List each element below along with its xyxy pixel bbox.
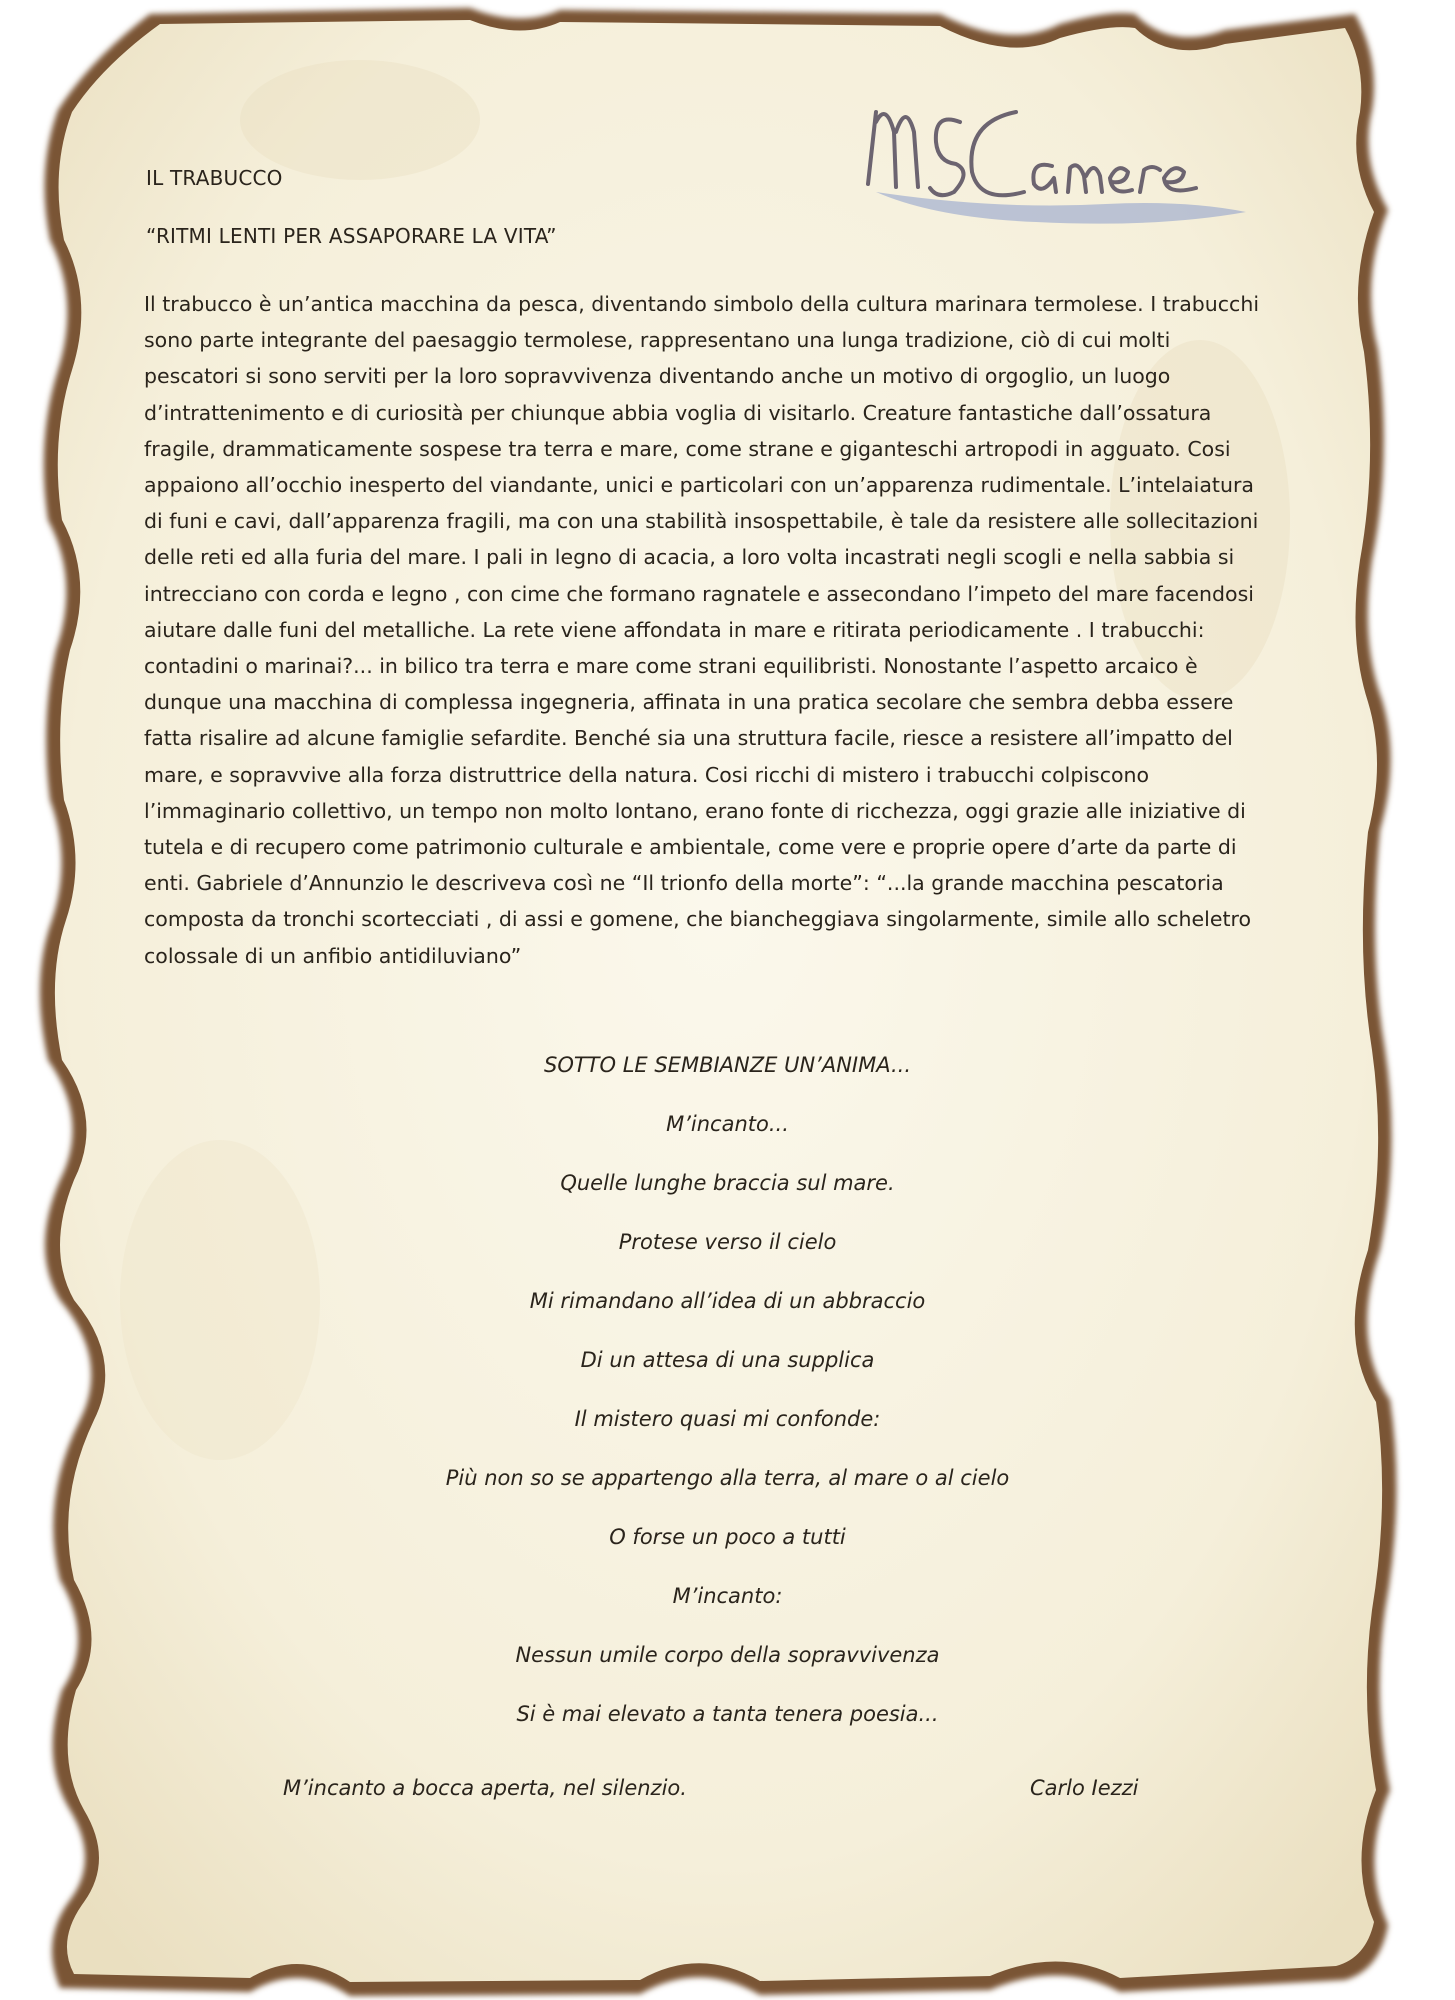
poem-line: M’incanto: (672, 1584, 783, 1608)
poem-line: Si è mai elevato a tanta tenera poesia... (516, 1702, 939, 1726)
prose-paragraph (144, 286, 1329, 974)
paragraph-line: pescatori si sono serviti per la loro sopravvivenza diventando anche un motivo di orgoglio, un luogo (144, 364, 1171, 389)
paragraph-line: enti. Gabriele d’Annunzio le descriveva così ne “Il trionfo della morte”: “...la grande macchina pescatoria (144, 871, 1224, 896)
paragraph-line: tutela e di recupero come patrimonio culturale e ambientale, come vere e proprie opere d’arte da parte di (144, 835, 1237, 860)
poem-line: Protese verso il cielo (618, 1230, 837, 1254)
poem-line: Nessun umile corpo della sopravvivenza (515, 1643, 940, 1667)
paragraph-line: Il trabucco è un’antica macchina da pesca, diventando simbolo della cultura marinara termolese. I trabucchi (144, 292, 1260, 316)
paragraph-line: delle reti ed alla furia del mare. I pali in legno di acacia, a loro volta incastrati negli scogli e nella sabbia si (144, 545, 1235, 570)
poem-title: SOTTO LE SEMBIANZE UN’ANIMA... (543, 1053, 911, 1077)
mscamere-logo (856, 92, 1286, 232)
poem-closing-line: M’incanto a bocca aperta, nel silenzio. (283, 1776, 687, 1800)
paragraph-line: colossale di un anfibio antidiluviano” (144, 943, 522, 968)
paragraph-line: l’immaginario collettivo, un tempo non molto lontano, erano fonte di ricchezza, oggi grazie alle iniziative di (144, 798, 1246, 823)
document-title: IL TRABUCCO (146, 166, 283, 190)
paragraph-line: di funi e cavi, dall’apparenza fragili, ma con una stabilità insospettabile, è tale da resistere alle sollecitazioni (144, 509, 1259, 534)
poem-line: Quelle lunghe braccia sul mare. (560, 1171, 895, 1195)
poem-line: Di un attesa di una supplica (580, 1348, 875, 1372)
paragraph-line: sono parte integrante del paesaggio termolese, rappresentano una lunga tradizione, ciò di cui molti (144, 328, 1171, 353)
logo-lettering (868, 112, 1196, 195)
paragraph-line: fatta risalire ad alcune famiglie sefardite. Benché sia una struttura facile, riesce a resistere all’impatto del (144, 726, 1233, 751)
paragraph-line: dunque una macchina di complessa ingegneria, affinata in una pratica secolare che sembra debba essere (144, 690, 1234, 715)
paragraph-line: mare, e sopravvive alla forza distruttrice della natura. Cosi ricchi di mistero i trabucchi colpiscono (144, 762, 1150, 787)
paragraph-line: appaiono all’occhio inesperto del viandante, unici e particolari con un’apparenza rudimentale. L’intelaiatura (144, 473, 1254, 498)
paragraph-line: contadini o marinai?... in bilico tra terra e mare come strani equilibristi. Nonostante l’aspetto arcaico è (144, 654, 1198, 679)
poem-line: Mi rimandano all’idea di un abbraccio (529, 1289, 926, 1313)
poem-line: Il mistero quasi mi confonde: (574, 1407, 881, 1431)
paragraph-line: composta da tronchi scortecciati , di assi e gomene, che biancheggiava singolarmente, simile allo scheletro (144, 907, 1251, 932)
document-subtitle: “RITMI LENTI PER ASSAPORARE LA VITA” (146, 224, 557, 248)
poem-line: M’incanto... (666, 1112, 789, 1136)
logo-wash (876, 192, 1246, 224)
paragraph-line: fragile, drammaticamente sospese tra terra e mare, come strane e giganteschi artropodi in agguato. Cosi (144, 436, 1231, 461)
poem-line: Più non so se appartengo alla terra, al mare o al cielo (445, 1466, 1010, 1490)
paragraph-line: d’intrattenimento e di curiosità per chiunque abbia voglia di visitarlo. Creature fantastiche dall’ossatura (144, 400, 1212, 425)
poem-author: Carlo Iezzi (1030, 1776, 1139, 1800)
paragraph-line: aiutare dalle funi del metalliche. La rete viene affondata in mare e ritirata periodicamente . I trabucchi: (144, 617, 1205, 642)
poem-line: O forse un poco a tutti (609, 1525, 846, 1549)
paragraph-line: intrecciano con corda e legno , con cime che formano ragnatele e assecondano l’impeto del mare facendosi (144, 581, 1254, 606)
